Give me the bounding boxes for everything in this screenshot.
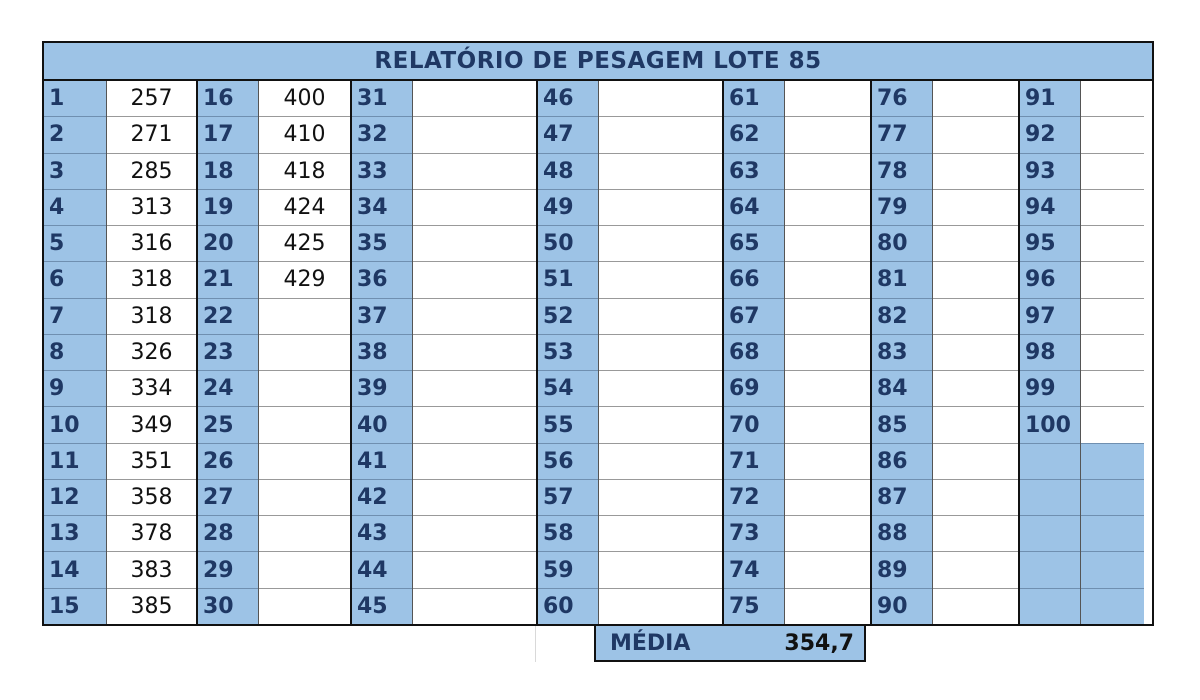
- weight-cell[interactable]: 429: [259, 261, 350, 297]
- animal-number-cell: 43: [352, 515, 412, 551]
- animal-number-cell: 84: [872, 370, 932, 406]
- animal-number-cell: 29: [198, 551, 258, 587]
- animal-number-cell: 13: [44, 515, 106, 551]
- animal-number-cell: 44: [352, 551, 412, 587]
- animal-number-cell: 92: [1020, 116, 1080, 152]
- animal-number-cell: 67: [724, 298, 784, 334]
- animal-number-cell: 47: [538, 116, 598, 152]
- weight-cell[interactable]: 271: [107, 116, 196, 152]
- weight-cell[interactable]: [413, 81, 536, 116]
- weight-cell[interactable]: [413, 515, 536, 551]
- animal-number-cell: 65: [724, 225, 784, 261]
- column-group-4: [536, 81, 722, 624]
- weight-cell[interactable]: [785, 298, 870, 334]
- weight-cell[interactable]: [599, 334, 722, 370]
- weight-cell[interactable]: [599, 153, 722, 189]
- weight-cell[interactable]: [599, 81, 722, 116]
- weight-cell[interactable]: [933, 370, 1018, 406]
- column-group-1: [44, 81, 196, 624]
- animal-number-cell: 56: [538, 443, 598, 479]
- animal-number-cell: 52: [538, 298, 598, 334]
- weight-cell[interactable]: [1081, 370, 1144, 406]
- weight-cell[interactable]: [259, 334, 350, 370]
- animal-number-cell: 1: [49, 86, 65, 112]
- weight-cell[interactable]: [599, 406, 722, 442]
- weight-cell[interactable]: 410: [259, 116, 350, 152]
- weight-cell[interactable]: 385: [107, 588, 196, 624]
- weight-cell[interactable]: [413, 298, 536, 334]
- animal-number-cell: 91: [1025, 86, 1056, 112]
- animal-number-cell: 33: [352, 153, 412, 189]
- animal-number-cell: [1020, 515, 1080, 551]
- column-group-3: [350, 81, 536, 624]
- animal-number-cell: 74: [724, 551, 784, 587]
- weight-cell[interactable]: [599, 261, 722, 297]
- column-group-6: [870, 81, 1018, 624]
- animal-number-cell: 48: [538, 153, 598, 189]
- weight-cell[interactable]: [933, 551, 1018, 587]
- animal-number-cell: 53: [538, 334, 598, 370]
- animal-number-cell: 71: [724, 443, 784, 479]
- animal-number-cell: 46: [543, 86, 574, 112]
- animal-number-column: [196, 81, 258, 624]
- animal-number-cell: 82: [872, 298, 932, 334]
- animal-number-cell: 88: [872, 515, 932, 551]
- weight-cell[interactable]: [933, 116, 1018, 152]
- weight-cell[interactable]: [1081, 261, 1144, 297]
- weight-cell[interactable]: [413, 479, 536, 515]
- animal-number-cell: 90: [872, 588, 932, 624]
- animal-number-cell: 37: [352, 298, 412, 334]
- weight-cell[interactable]: [599, 479, 722, 515]
- weight-cell[interactable]: 349: [107, 406, 196, 442]
- weight-cell[interactable]: [1081, 189, 1144, 225]
- weight-cell[interactable]: [1081, 406, 1144, 442]
- animal-number-cell: 100: [1020, 406, 1080, 442]
- weight-column: [258, 81, 350, 624]
- weight-cell[interactable]: [259, 443, 350, 479]
- column-group-7: [1018, 81, 1144, 624]
- weight-cell[interactable]: [599, 515, 722, 551]
- animal-number-cell: 6: [44, 261, 106, 297]
- animal-number-cell: 50: [538, 225, 598, 261]
- weight-cell[interactable]: 313: [107, 189, 196, 225]
- animal-number-cell: 70: [724, 406, 784, 442]
- animal-number-cell: 83: [872, 334, 932, 370]
- animal-number-cell: 98: [1020, 334, 1080, 370]
- animal-number-cell: 59: [538, 551, 598, 587]
- animal-number-cell: 3: [44, 153, 106, 189]
- weight-cell[interactable]: [599, 551, 722, 587]
- weight-column: [1080, 81, 1144, 624]
- animal-number-cell: 41: [352, 443, 412, 479]
- animal-number-cell: 12: [44, 479, 106, 515]
- weight-cell[interactable]: [785, 225, 870, 261]
- animal-number-column: [44, 81, 106, 624]
- weight-cell[interactable]: [785, 81, 870, 116]
- divider-line: [535, 626, 536, 662]
- weighing-grid: [44, 81, 1152, 624]
- weighing-report-table: [42, 41, 1154, 626]
- animal-number-cell: 61: [729, 86, 760, 112]
- report-title: RELATÓRIO DE PESAGEM LOTE 85: [44, 43, 1152, 81]
- weight-cell[interactable]: [259, 479, 350, 515]
- weight-cell[interactable]: 400: [283, 86, 326, 112]
- weight-cell[interactable]: 285: [107, 153, 196, 189]
- animal-number-cell: 45: [352, 588, 412, 624]
- animal-number-cell: 62: [724, 116, 784, 152]
- weight-cell[interactable]: [1081, 116, 1144, 152]
- weight-cell[interactable]: [259, 298, 350, 334]
- animal-number-cell: 9: [44, 370, 106, 406]
- weight-cell[interactable]: [785, 406, 870, 442]
- animal-number-cell: 54: [538, 370, 598, 406]
- animal-number-cell: 94: [1020, 189, 1080, 225]
- weight-cell[interactable]: [933, 588, 1018, 624]
- animal-number-cell: 86: [872, 443, 932, 479]
- animal-number-cell: 66: [724, 261, 784, 297]
- animal-number-cell: 20: [198, 225, 258, 261]
- animal-number-column: [350, 81, 412, 624]
- animal-number-cell: 40: [352, 406, 412, 442]
- animal-number-cell: 25: [198, 406, 258, 442]
- average-value: 354,7: [784, 630, 854, 656]
- animal-number-column: [1018, 81, 1080, 624]
- weight-cell[interactable]: [599, 443, 722, 479]
- animal-number-cell: 2: [44, 116, 106, 152]
- animal-number-cell: 68: [724, 334, 784, 370]
- animal-number-cell: [1020, 551, 1080, 587]
- weight-cell[interactable]: [785, 443, 870, 479]
- weight-cell[interactable]: [599, 298, 722, 334]
- weight-cell[interactable]: [785, 370, 870, 406]
- weight-column: [598, 81, 722, 624]
- animal-number-cell: 85: [872, 406, 932, 442]
- weight-cell[interactable]: [785, 261, 870, 297]
- animal-number-cell: 24: [198, 370, 258, 406]
- weight-cell[interactable]: [259, 551, 350, 587]
- animal-number-cell: 58: [538, 515, 598, 551]
- animal-number-cell: 81: [872, 261, 932, 297]
- weight-cell[interactable]: [785, 551, 870, 587]
- weight-cell[interactable]: [599, 116, 722, 152]
- weight-cell[interactable]: [933, 515, 1018, 551]
- weight-cell[interactable]: [1081, 334, 1144, 370]
- weight-cell[interactable]: 334: [107, 370, 196, 406]
- weight-cell[interactable]: [785, 153, 870, 189]
- animal-number-cell: 78: [872, 153, 932, 189]
- weight-cell[interactable]: [785, 189, 870, 225]
- weight-cell[interactable]: [933, 298, 1018, 334]
- animal-number-cell: 96: [1020, 261, 1080, 297]
- weight-cell[interactable]: [599, 225, 722, 261]
- weight-cell[interactable]: [785, 479, 870, 515]
- animal-number-column: [870, 81, 932, 624]
- animal-number-cell: 5: [44, 225, 106, 261]
- animal-number-cell: 14: [44, 551, 106, 587]
- weight-cell[interactable]: [413, 261, 536, 297]
- animal-number-cell: 7: [44, 298, 106, 334]
- weight-cell[interactable]: [933, 334, 1018, 370]
- weight-cell[interactable]: [1081, 153, 1144, 189]
- animal-number-cell: 87: [872, 479, 932, 515]
- animal-number-cell: 28: [198, 515, 258, 551]
- weight-cell[interactable]: [933, 406, 1018, 442]
- weight-cell[interactable]: [1081, 225, 1144, 261]
- weight-cell[interactable]: [413, 443, 536, 479]
- weight-cell[interactable]: 383: [107, 551, 196, 587]
- animal-number-cell: 69: [724, 370, 784, 406]
- animal-number-cell: 42: [352, 479, 412, 515]
- animal-number-cell: 99: [1020, 370, 1080, 406]
- weight-cell[interactable]: [413, 551, 536, 587]
- weight-cell[interactable]: [1081, 298, 1144, 334]
- weight-cell[interactable]: 318: [107, 298, 196, 334]
- weight-cell[interactable]: [1081, 81, 1144, 116]
- weight-cell[interactable]: [413, 588, 536, 624]
- weight-cell[interactable]: [413, 116, 536, 152]
- weight-cell[interactable]: [785, 515, 870, 551]
- weight-cell[interactable]: [413, 153, 536, 189]
- animal-number-cell: 18: [198, 153, 258, 189]
- column-group-5: [722, 81, 870, 624]
- animal-number-column: [722, 81, 784, 624]
- animal-number-cell: 79: [872, 189, 932, 225]
- weight-cell[interactable]: 418: [259, 153, 350, 189]
- weight-cell[interactable]: [413, 406, 536, 442]
- weight-cell[interactable]: [1081, 479, 1144, 515]
- weight-cell[interactable]: [259, 588, 350, 624]
- weight-cell[interactable]: [933, 81, 1018, 116]
- animal-number-cell: 93: [1020, 153, 1080, 189]
- animal-number-cell: [1020, 588, 1080, 624]
- weight-cell[interactable]: [933, 225, 1018, 261]
- weight-cell[interactable]: 326: [107, 334, 196, 370]
- animal-number-cell: 51: [538, 261, 598, 297]
- animal-number-cell: 8: [44, 334, 106, 370]
- animal-number-cell: 55: [538, 406, 598, 442]
- animal-number-cell: [1020, 443, 1080, 479]
- animal-number-cell: 63: [724, 153, 784, 189]
- weight-cell[interactable]: 351: [107, 443, 196, 479]
- weight-cell[interactable]: [1081, 443, 1144, 479]
- weight-cell[interactable]: [933, 479, 1018, 515]
- weight-cell[interactable]: [259, 370, 350, 406]
- animal-number-cell: 97: [1020, 298, 1080, 334]
- animal-number-cell: 77: [872, 116, 932, 152]
- weight-cell[interactable]: [933, 153, 1018, 189]
- animal-number-cell: 15: [44, 588, 106, 624]
- weight-cell[interactable]: 425: [259, 225, 350, 261]
- weight-cell[interactable]: [785, 116, 870, 152]
- animal-number-cell: 60: [538, 588, 598, 624]
- weight-cell[interactable]: [933, 261, 1018, 297]
- weight-cell[interactable]: [1081, 515, 1144, 551]
- weight-cell[interactable]: [259, 406, 350, 442]
- animal-number-cell: 95: [1020, 225, 1080, 261]
- animal-number-cell: [1020, 479, 1080, 515]
- weight-cell[interactable]: 358: [107, 479, 196, 515]
- weight-cell[interactable]: [933, 443, 1018, 479]
- weight-cell[interactable]: [413, 370, 536, 406]
- animal-number-cell: 39: [352, 370, 412, 406]
- weight-cell[interactable]: [259, 515, 350, 551]
- weight-cell[interactable]: [933, 189, 1018, 225]
- weight-column: [412, 81, 536, 624]
- weight-cell[interactable]: [599, 189, 722, 225]
- animal-number-column: [536, 81, 598, 624]
- weight-cell[interactable]: [413, 189, 536, 225]
- animal-number-cell: 76: [877, 86, 908, 112]
- animal-number-cell: 75: [724, 588, 784, 624]
- animal-number-cell: 26: [198, 443, 258, 479]
- animal-number-cell: 35: [352, 225, 412, 261]
- weight-column: [784, 81, 870, 624]
- animal-number-cell: 10: [44, 406, 106, 442]
- animal-number-cell: 49: [538, 189, 598, 225]
- weight-cell[interactable]: 257: [130, 86, 173, 112]
- weight-cell[interactable]: [1081, 551, 1144, 587]
- weight-cell[interactable]: [785, 588, 870, 624]
- weight-cell[interactable]: [599, 588, 722, 624]
- animal-number-cell: 73: [724, 515, 784, 551]
- weight-cell[interactable]: [413, 225, 536, 261]
- animal-number-cell: 32: [352, 116, 412, 152]
- weight-cell[interactable]: 318: [107, 261, 196, 297]
- weight-cell[interactable]: [599, 370, 722, 406]
- animal-number-cell: 22: [198, 298, 258, 334]
- animal-number-cell: 19: [198, 189, 258, 225]
- weight-cell[interactable]: 424: [259, 189, 350, 225]
- average-box: [594, 624, 866, 662]
- average-label: MÉDIA: [610, 630, 691, 656]
- weight-column: [106, 81, 196, 624]
- animal-number-cell: 72: [724, 479, 784, 515]
- animal-number-cell: 64: [724, 189, 784, 225]
- weight-cell[interactable]: 316: [107, 225, 196, 261]
- animal-number-cell: 89: [872, 551, 932, 587]
- animal-number-cell: 11: [44, 443, 106, 479]
- animal-number-cell: 27: [198, 479, 258, 515]
- animal-number-cell: 80: [872, 225, 932, 261]
- weight-cell[interactable]: 378: [107, 515, 196, 551]
- weight-column: [932, 81, 1018, 624]
- weight-cell[interactable]: [1081, 588, 1144, 624]
- column-group-2: [196, 81, 350, 624]
- animal-number-cell: 23: [198, 334, 258, 370]
- weight-cell[interactable]: [785, 334, 870, 370]
- animal-number-cell: 57: [538, 479, 598, 515]
- animal-number-cell: 38: [352, 334, 412, 370]
- animal-number-cell: 16: [203, 86, 234, 112]
- animal-number-cell: 17: [198, 116, 258, 152]
- animal-number-cell: 31: [357, 86, 388, 112]
- animal-number-cell: 30: [198, 588, 258, 624]
- animal-number-cell: 34: [352, 189, 412, 225]
- animal-number-cell: 21: [198, 261, 258, 297]
- weight-cell[interactable]: [413, 334, 536, 370]
- animal-number-cell: 36: [352, 261, 412, 297]
- animal-number-cell: 4: [44, 189, 106, 225]
